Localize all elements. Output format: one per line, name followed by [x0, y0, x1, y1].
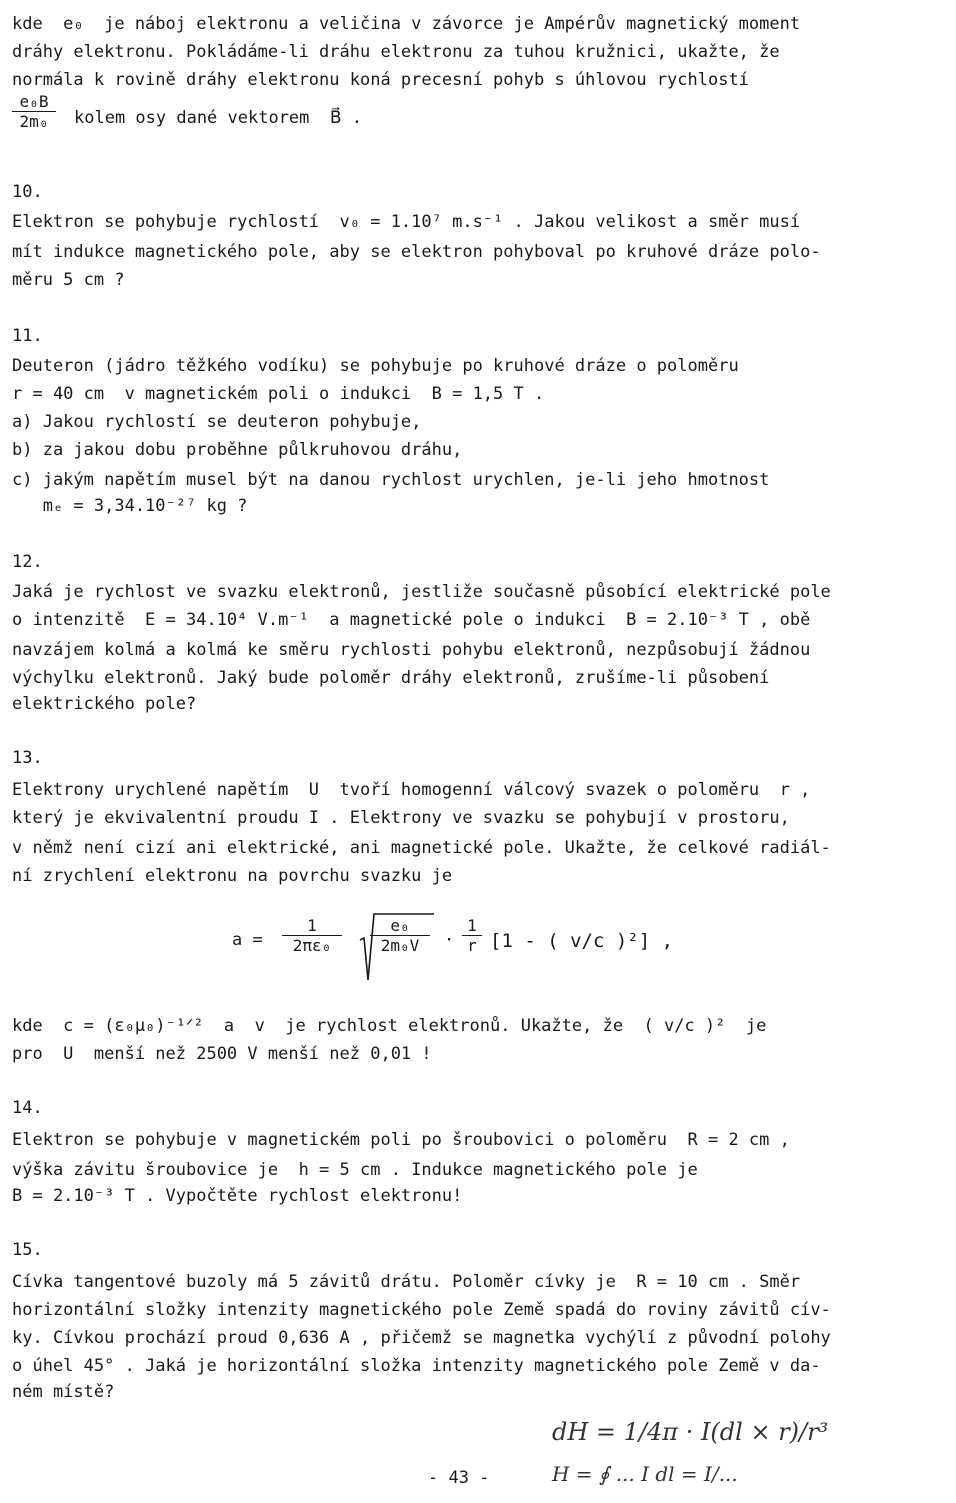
formula-fraction-3 — [462, 916, 482, 955]
page-number: - 43 - — [428, 1468, 490, 1488]
problem-12-line-5: elektrického pole? — [12, 694, 197, 714]
problem-15-number: 15. — [12, 1240, 43, 1260]
handwritten-note-1: dH = 1/4π · I(dl × r)/r³ — [552, 1418, 829, 1446]
intro-line-1: kde e₀ je náboj elektronu a veličina v závorce je Ampérův magnetický moment — [12, 14, 801, 34]
problem-10-line-3: měru 5 cm ? — [12, 270, 125, 290]
problem-15-line-2: horizontální složky intenzity magnetického pole Země spadá do roviny závitů cív- — [12, 1300, 831, 1320]
problem-11-number: 11. — [12, 326, 43, 346]
intro-line-3: normála k rovině dráhy elektronu koná precesní pohyb s úhlovou rychlostí — [12, 70, 749, 90]
problem-11-line-4: b) za jakou dobu proběhne půlkruhovou dráhu, — [12, 440, 463, 460]
formula-fraction-2-num: e₀ — [390, 916, 410, 935]
formula-lhs: a = — [232, 930, 263, 950]
problem-10-number: 10. — [12, 182, 43, 202]
problem-15-line-4: o úhel 45° . Jaká je horizontální složka intenzity magnetického pole Země v da- — [12, 1356, 821, 1376]
problem-12-line-1: Jaká je rychlost ve svazku elektronů, jestliže současně působící elektrické pole — [12, 582, 831, 602]
intro-line-2: dráhy elektronu. Pokládáme-li dráhu elektronu za tuhou kružnici, ukažte, že — [12, 42, 780, 62]
problem-13-number: 13. — [12, 748, 43, 768]
problem-14-number: 14. — [12, 1098, 43, 1118]
problem-14-line-3: B = 2.10⁻³ T . Vypočtěte rychlost elektronu! — [12, 1186, 463, 1206]
intro-fraction-den: 2m₀ — [12, 111, 56, 131]
formula-fraction-1 — [282, 916, 342, 955]
formula-bracket: [1 - ( v/c )²] , — [490, 930, 674, 952]
problem-13-line-1: Elektrony urychlené napětím U tvoří homogenní válcový svazek o poloměru r , — [12, 780, 811, 800]
intro-fraction-num: e₀B — [19, 92, 49, 111]
problem-12-line-4: výchylku elektronů. Jaký bude poloměr dráhy elektronů, zrušíme-li působení — [12, 668, 770, 688]
problem-11-line-3: a) Jakou rychlostí se deuteron pohybuje, — [12, 412, 422, 432]
intro-line-4: kolem osy dané vektorem B⃗ . — [74, 108, 363, 128]
formula-fraction-3-den: r — [462, 935, 482, 955]
problem-12-number: 12. — [12, 552, 43, 572]
problem-14-line-1: Elektron se pohybuje v magnetickém poli po šroubovici o poloměru R = 2 cm , — [12, 1130, 790, 1150]
problem-12-line-2: o intenzitě E = 34.10⁴ V.m⁻¹ a magnetické pole o indukci B = 2.10⁻³ T , obě — [12, 610, 811, 630]
problem-13-line-5: kde c = (ε₀μ₀)⁻¹ᐟ² a v je rychlost elektronů. Ukažte, že ( v/c )² je — [12, 1016, 767, 1036]
handwritten-note-2: H = ∮ ... I dl = I/... — [552, 1462, 738, 1486]
problem-10-line-1: Elektron se pohybuje rychlostí v₀ = 1.10⁷ m.s⁻¹ . Jakou velikost a směr musí — [12, 212, 801, 232]
problem-14-line-2: výška závitu šroubovice je h = 5 cm . Indukce magnetického pole je — [12, 1160, 698, 1180]
problem-13-line-3: v němž není cizí ani elektrické, ani magnetické pole. Ukažte, že celkové radiál- — [12, 838, 831, 858]
formula-fraction-1-num: 1 — [307, 916, 317, 935]
formula-fraction-2-den: 2m₀V — [370, 935, 430, 955]
problem-13-line-2: který je ekvivalentní proudu I . Elektrony ve svazku se pohybují v prostoru, — [12, 808, 790, 828]
problem-10-line-2: mít indukce magnetického pole, aby se elektron pohyboval po kruhové dráze polo- — [12, 242, 821, 262]
formula-dot: · — [444, 930, 455, 950]
problem-11-line-5: c) jakým napětím musel být na danou rychlost urychlen, je-li jeho hmotnost — [12, 470, 770, 490]
problem-11-line-2: r = 40 cm v magnetickém poli o indukci B = 1,5 T . — [12, 384, 545, 404]
problem-12-line-3: navzájem kolmá a kolmá ke směru rychlosti pohybu elektronů, nezpůsobují žádnou — [12, 640, 811, 660]
formula-fraction-1-den: 2πε₀ — [282, 935, 342, 955]
problem-15-line-3: ky. Cívkou prochází proud 0,636 A , přičemž se magnetka vychýlí z původní polohy — [12, 1328, 831, 1348]
intro-fraction — [12, 92, 56, 131]
formula-fraction-2 — [370, 916, 430, 955]
problem-15-line-5: ném místě? — [12, 1382, 115, 1402]
problem-11-line-6: mₑ = 3,34.10⁻²⁷ kg ? — [12, 496, 248, 516]
formula-fraction-3-num: 1 — [467, 916, 477, 935]
problem-11-line-1: Deuteron (jádro těžkého vodíku) se pohybuje po kruhové dráze o poloměru — [12, 356, 739, 376]
problem-13-line-4: ní zrychlení elektronu na povrchu svazku je — [12, 866, 453, 886]
problem-15-line-1: Cívka tangentové buzoly má 5 závitů drátu. Poloměr cívky je R = 10 cm . Směr — [12, 1272, 801, 1292]
problem-13-line-6: pro U menší než 2500 V menší než 0,01 ! — [12, 1044, 432, 1064]
